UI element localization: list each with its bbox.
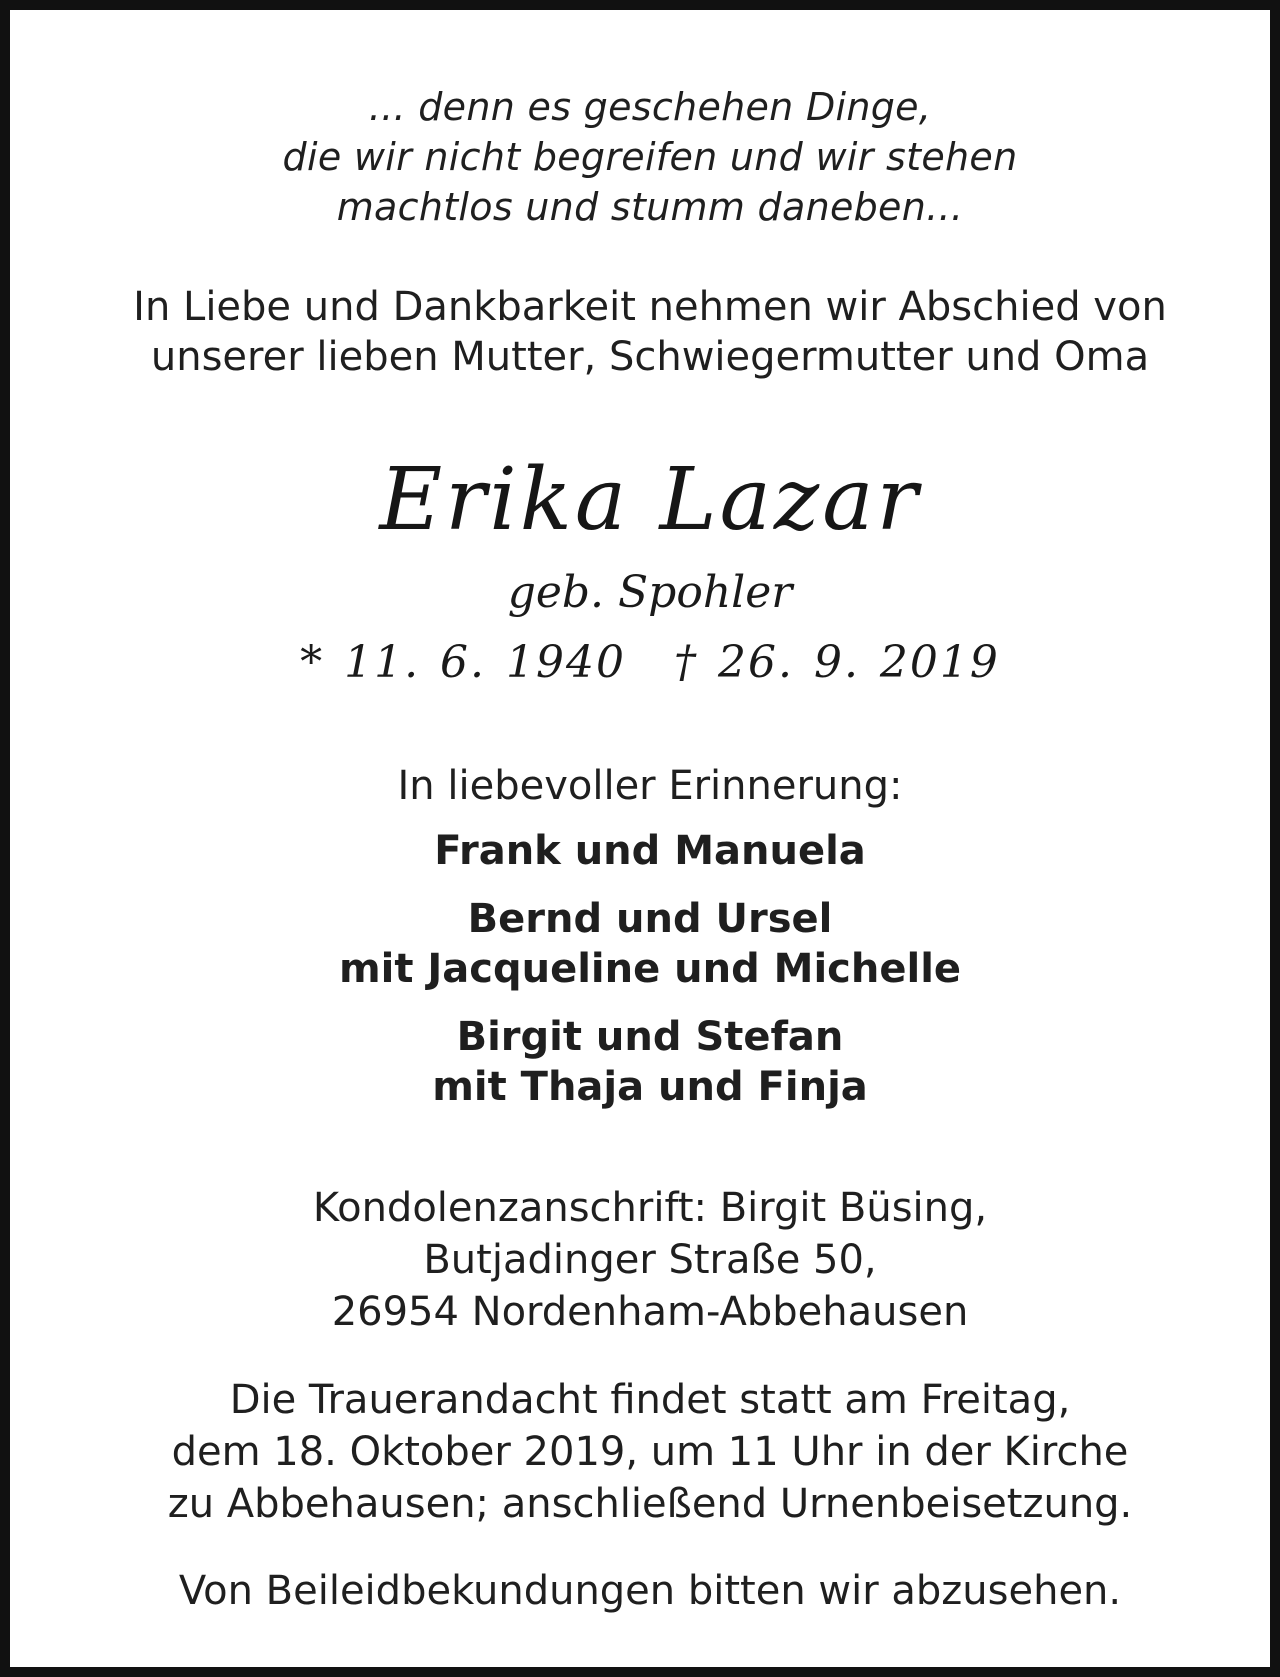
address-line: Kondolenzanschrift: Birgit Büsing,: [312, 1185, 988, 1231]
memory-label: In liebevoller Erinnerung:: [397, 763, 903, 809]
mourner-family: [20, 826, 1280, 876]
condolence-address: [20, 1182, 1280, 1338]
farewell-intro: [20, 282, 1280, 382]
service-line: Die Trauerandacht findet statt am Freitag,: [229, 1377, 1071, 1423]
service-info: [20, 1374, 1280, 1530]
mourner-family: [20, 1012, 1280, 1112]
mourner-line: mit Thaja und Finja: [432, 1064, 868, 1110]
service-line: zu Abbehausen; anschließend Urnenbeisetzung.: [167, 1481, 1133, 1527]
mourner-line: Frank und Manuela: [434, 828, 866, 874]
verse-line: ... denn es geschehen Dinge,: [368, 85, 932, 129]
verse-quote: [20, 82, 1280, 232]
deceased-name: Erika Lazar: [379, 450, 921, 550]
mourner-line: mit Jacqueline und Michelle: [338, 946, 962, 992]
intro-line: unserer lieben Mutter, Schwiegermutter und Oma: [150, 334, 1150, 380]
maiden-name: geb. Spohler: [507, 567, 793, 618]
life-dates: [20, 636, 1280, 690]
closing-note: Von Beileidbekundungen bitten wir abzusehen.: [178, 1568, 1122, 1614]
mourner-line: Bernd und Ursel: [467, 896, 833, 942]
death-date: † 26. 9. 2019: [674, 637, 1000, 688]
mourner-line: Birgit und Stefan: [456, 1014, 844, 1060]
address-line: Butjadinger Straße 50,: [423, 1237, 877, 1283]
service-line: dem 18. Oktober 2019, um 11 Uhr in der Kirche: [171, 1429, 1129, 1475]
address-line: 26954 Nordenham-Abbehausen: [331, 1289, 969, 1335]
verse-line: die wir nicht begreifen und wir stehen: [282, 135, 1018, 179]
birth-date: * 11. 6. 1940: [300, 637, 626, 688]
verse-line: machtlos und stumm daneben...: [336, 185, 964, 229]
mourner-family: [20, 894, 1280, 994]
intro-line: In Liebe und Dankbarkeit nehmen wir Abschied von: [133, 284, 1167, 330]
